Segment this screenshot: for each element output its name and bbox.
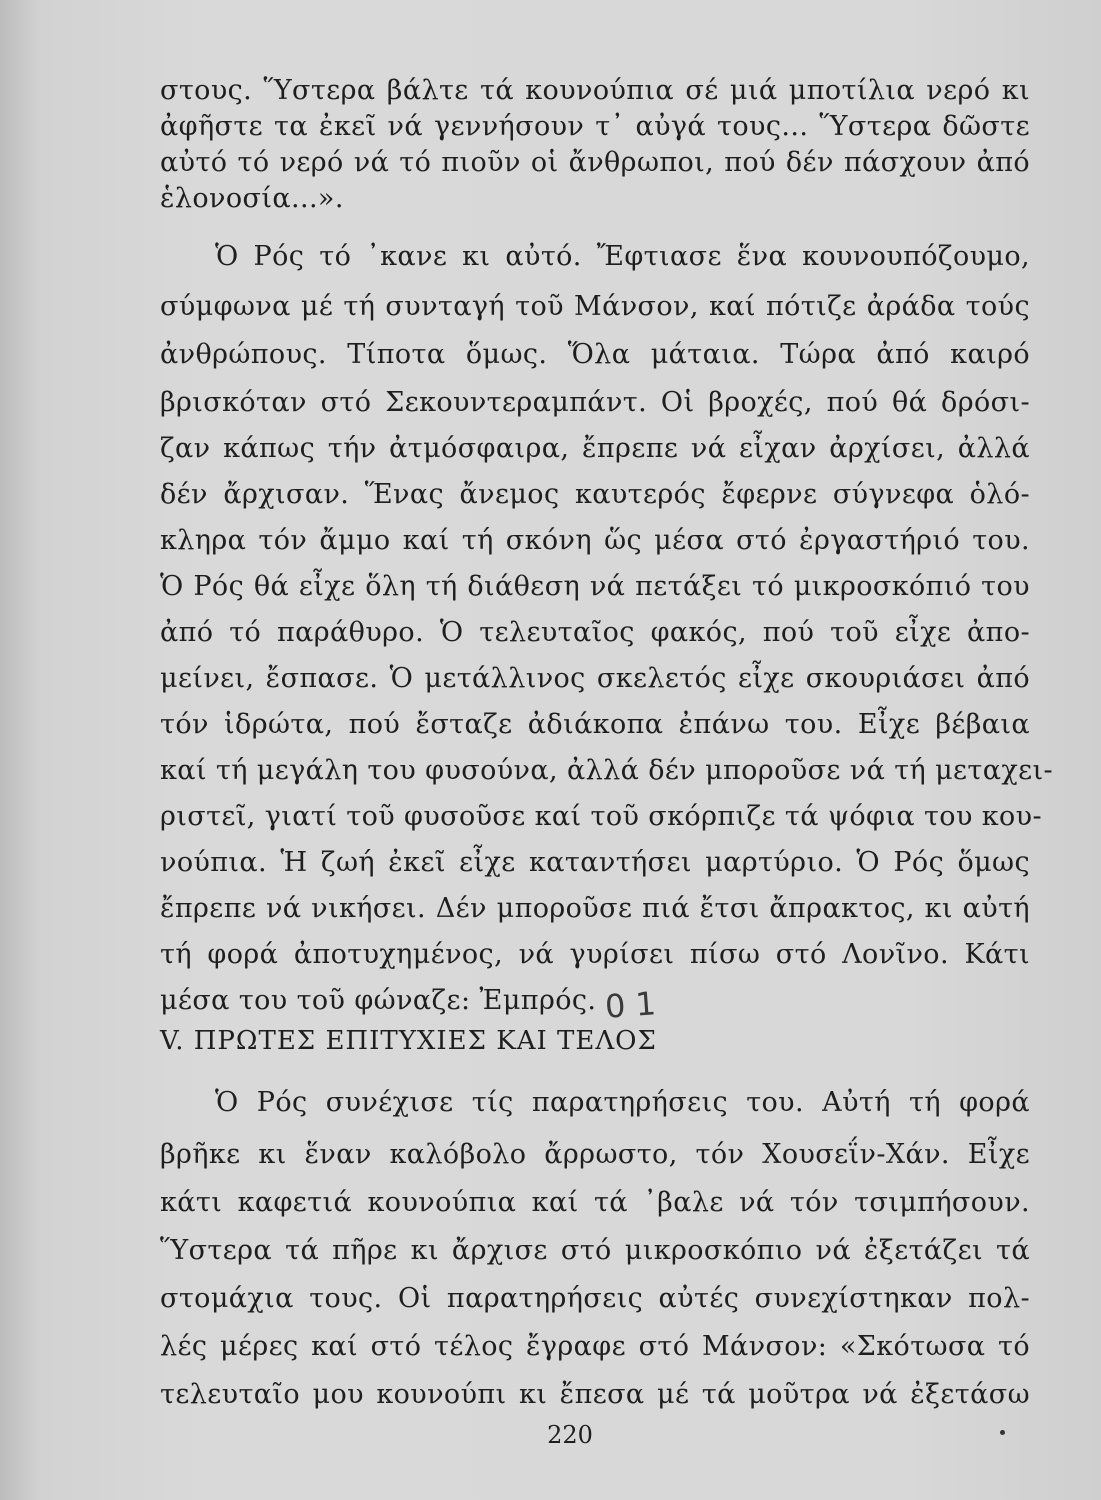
text-line: ἔπρεπε νά νικήσει. Δέν μποροῦσε πιά ἔτσι ἄπρακτος, κι αὐτή (160, 893, 1030, 924)
text-line: καί τή μεγάλη του φυσούνα, ἀλλά δέν μποροῦσε νά τή μεταχει- (160, 755, 1054, 786)
text-line: νούπια. Ἡ ζωή ἐκεῖ εἶχε καταντήσει μαρτύριο. Ὁ Ρός ὅμως (160, 847, 1030, 878)
text-line: στους. Ὕστερα βάλτε τά κουνούπια σέ μιά μποτίλια νερό κι (160, 75, 1030, 106)
text-line: τόν ἱδρώτα, πού ἔσταζε ἀδιάκοπα ἐπάνω του. Εἶχε βέβαια (160, 709, 1030, 740)
text-line: Ὁ Ρός συνέχισε τίς παρατηρήσεις του. Αὐτή τή φορά (215, 1087, 1030, 1118)
text-line: ἀνθρώπους. Τίποτα ὅμως. Ὅλα μάταια. Τώρα ἀπό καιρό (160, 339, 1030, 370)
text-line: Ὁ Ρός τό ᾽κανε κι αὐτό. Ἔφτιασε ἕνα κουνουπόζουμο, (215, 241, 1030, 272)
text-line: ζαν κάπως τήν ἀτμόσφαιρα, ἔπρεπε νά εἶχαν ἀρχίσει, ἀλλά (160, 433, 1030, 464)
text-line: μέσα του τοῦ φώναζε: Ἐμπρός. (160, 985, 597, 1016)
handwritten-mark: 0 1 (603, 984, 658, 1026)
text-line: ἑλονοσία...». (160, 183, 344, 214)
speck-mark (1000, 1430, 1005, 1435)
text-line: Ὁ Ρός θά εἶχε ὅλη τή διάθεση νά πετάξει τό μικροσκόπιό του (160, 571, 1030, 602)
text-line: λές μέρες καί στό τέλος ἔγραφε στό Μάνσον: «Σκότωσα τό (160, 1331, 1030, 1362)
text-line: βρισκόταν στό Σεκουντεραμπάντ. Οἱ βροχές, πού θά δρόσι- (160, 387, 1030, 418)
text-line: μείνει, ἔσπασε. Ὁ μετάλλινος σκελετός εἶχε σκουριάσει ἀπό (160, 663, 1030, 694)
page-number: 220 (547, 1421, 593, 1449)
text-line: τελευταῖο μου κουνούπι κι ἔπεσα μέ τά μοῦτρα νά ἐξετάσω (160, 1379, 1030, 1410)
text-line: ἀφῆστε τα ἐκεῖ νά γεννήσουν τ᾽ αὐγά τους... Ὕστερα δῶστε (160, 111, 1030, 142)
text-line: δέν ἄρχισαν. Ἕνας ἄνεμος καυτερός ἔφερνε σύγνεφα ὁλό- (160, 479, 1030, 510)
text-line: σύμφωνα μέ τή συνταγή τοῦ Μάνσον, καί πότιζε ἀράδα τούς (160, 291, 1030, 322)
text-line: κάτι καφετιά κουνούπια καί τά ᾽βαλε νά τόν τσιμπήσουν. (160, 1187, 1030, 1218)
text-line: στομάχια τους. Οἱ παρατηρήσεις αὐτές συνεχίστηκαν πολ- (160, 1283, 1030, 1314)
section-heading: V. ΠΡΩΤΕΣ ΕΠΙΤΥΧΙΕΣ ΚΑΙ ΤΕΛΟΣ (160, 1026, 657, 1056)
text-line: τή φορά ἀποτυχημένος, νά γυρίσει πίσω στό Λονῖνο. Κάτι (160, 939, 1030, 970)
text-line: κληρα τόν ἄμμο καί τή σκόνη ὥς μέσα στό ἐργαστήριό του. (160, 525, 1030, 556)
text-line: βρῆκε κι ἕναν καλόβολο ἄρρωστο, τόν Χουσεΐν-Χάν. Εἶχε (160, 1139, 1030, 1170)
text-line: αὐτό τό νερό νά τό πιοῦν οἱ ἄνθρωποι, πού δέν πάσχουν ἀπό (160, 147, 1030, 178)
text-line: ριστεῖ, γιατί τοῦ φυσοῦσε καί τοῦ σκόρπιζε τά ψόφια του κου- (160, 801, 1043, 832)
text-line: Ὕστερα τά πῆρε κι ἄρχισε στό μικροσκόπιο νά ἐξετάζει τά (160, 1235, 1030, 1266)
text-line: ἀπό τό παράθυρο. Ὁ τελευταῖος φακός, πού τοῦ εἶχε ἀπο- (160, 617, 1030, 648)
